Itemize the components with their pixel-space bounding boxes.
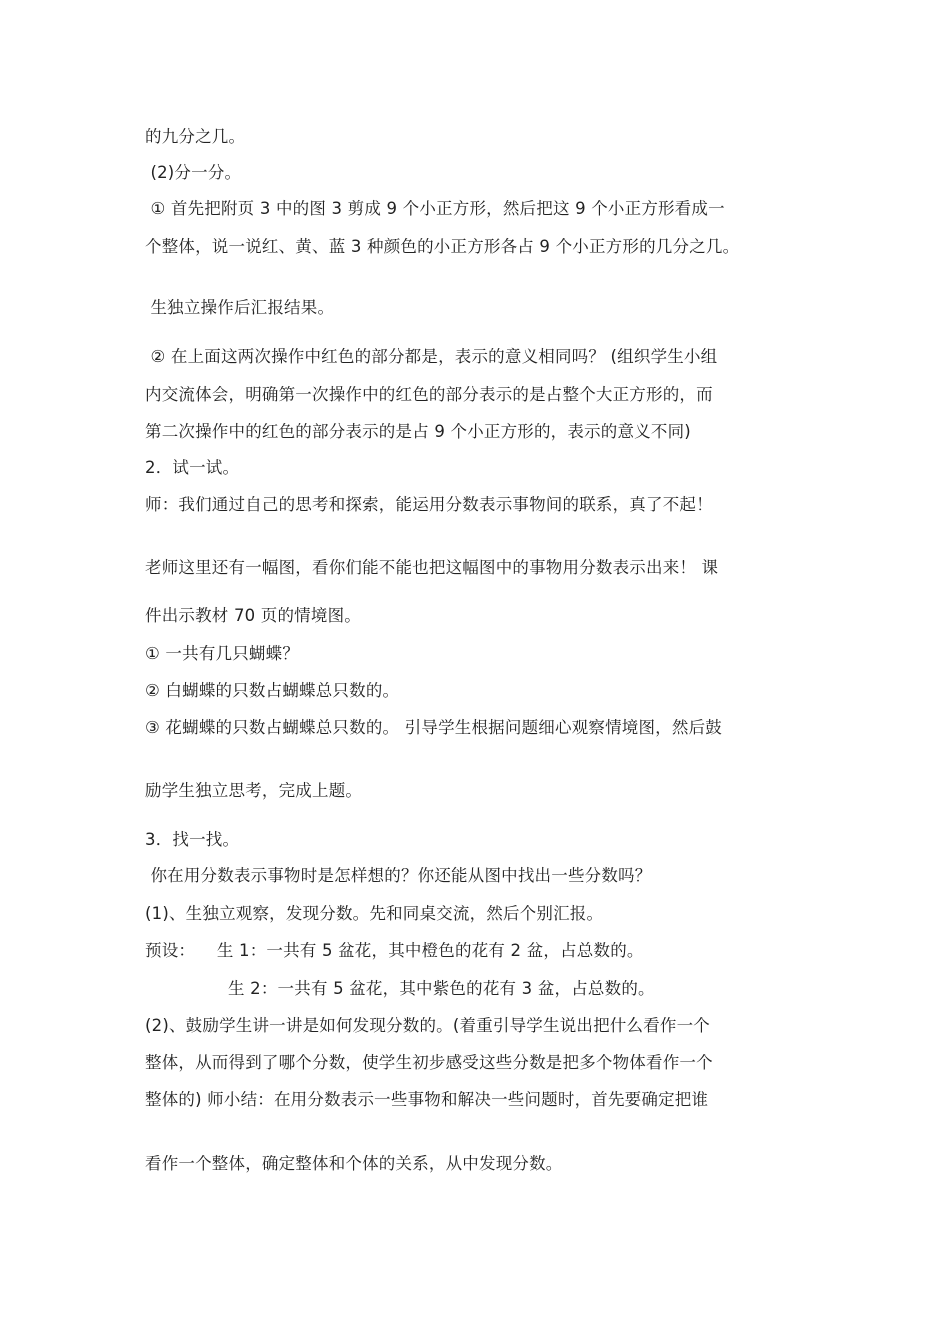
text-line: 个整体，说一说红、黄、蓝 3 种颜色的小正方形各占 9 个小正方形的几分之几。 — [145, 237, 740, 256]
text-line: ② 在上面这两次操作中红色的部分都是，表示的意义相同吗？ (组织学生小组 — [145, 347, 718, 366]
text-line: 第二次操作中的红色的部分表示的是占 9 个小正方形的，表示的意义不同) — [145, 422, 691, 441]
text-line: 件出示教材 70 页的情境图。 — [145, 606, 361, 625]
text-line: (1)、生独立观察，发现分数。先和同桌交流，然后个别汇报。 — [145, 904, 604, 923]
text-line: 整体的) 师小结：在用分数表示一些事物和解决一些问题时，首先要确定把谁 — [145, 1090, 709, 1109]
text-line: 生 2：一共有 5 盆花，其中紫色的花有 3 盆，占总数的。 — [228, 979, 655, 998]
text-line: 内交流体会，明确第一次操作中的红色的部分表示的是占整个大正方形的，而 — [145, 385, 713, 404]
text-line: ① 一共有几只蝴蝶？ — [145, 644, 300, 663]
section-heading: 3．找一找。 — [145, 830, 240, 849]
text-line: 你在用分数表示事物时是怎样想的？你还能从图中找出一些分数吗？ — [145, 866, 652, 885]
text-line: ① 首先把附页 3 中的图 3 剪成 9 个小正方形，然后把这 9 个小正方形看成一 — [145, 199, 725, 218]
text-line: 老师这里还有一幅图，看你们能不能也把这幅图中的事物用分数表示出来！ 课 — [145, 558, 719, 577]
text-line: ② 白蝴蝶的只数占蝴蝶总只数的。 — [145, 681, 400, 700]
text-line: (2)分一分。 — [145, 163, 242, 182]
section-heading: 2．试一试。 — [145, 458, 240, 477]
text-line: 师：我们通过自己的思考和探索，能运用分数表示事物间的联系，真了不起！ — [145, 495, 713, 514]
text-line: (2)、鼓励学生讲一讲是如何发现分数的。(着重引导学生说出把什么看作一个 — [145, 1016, 711, 1035]
text-line: 的九分之几。 — [145, 127, 246, 146]
text-line: 预设： 生 1：一共有 5 盆花，其中橙色的花有 2 盆，占总数的。 — [145, 941, 644, 960]
text-line: 整体，从而得到了哪个分数，使学生初步感受这些分数是把多个物体看作一个 — [145, 1053, 713, 1072]
text-line: ③ 花蝴蝶的只数占蝴蝶总只数的。 引导学生根据问题细心观察情境图，然后鼓 — [145, 718, 722, 737]
text-line: 励学生独立思考，完成上题。 — [145, 781, 363, 800]
text-line: 生独立操作后汇报结果。 — [145, 298, 335, 317]
text-line: 看作一个整体，确定整体和个体的关系，从中发现分数。 — [145, 1154, 563, 1173]
